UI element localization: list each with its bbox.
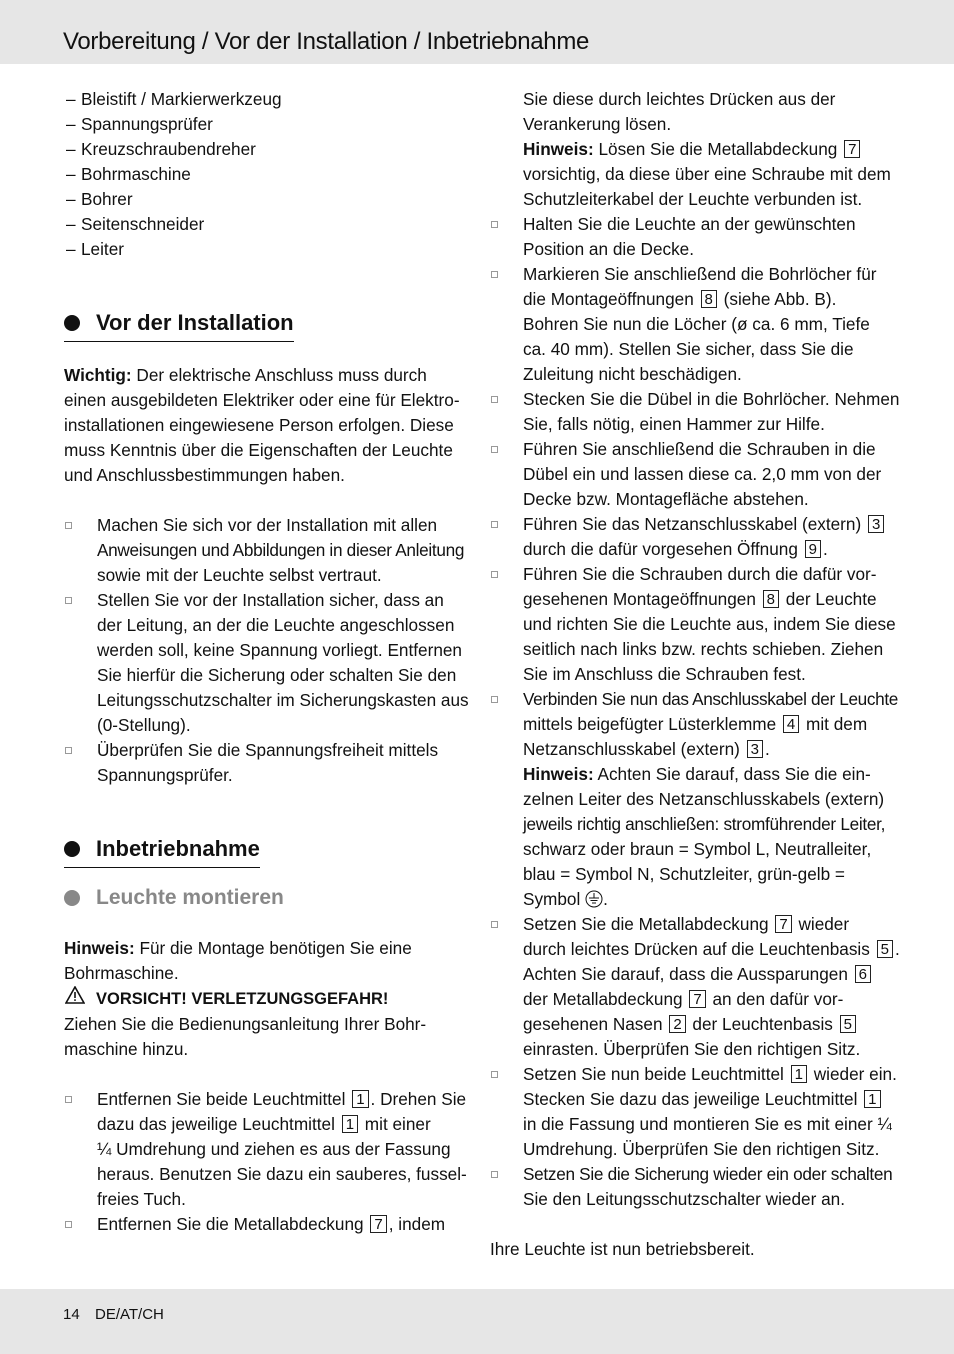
text-line: Stecken Sie die Dübel in die Bohrlöcher. Nehmen: [523, 389, 900, 409]
bullet-dot-icon: [64, 841, 80, 857]
step-continuation: [490, 87, 890, 212]
figure-ref-box: 2: [669, 1015, 685, 1033]
checkbox-square-icon: [491, 221, 498, 228]
text-span: wieder ein.: [808, 1064, 897, 1084]
step-item: [490, 262, 890, 387]
text-line: ca. 40 mm). Stellen Sie sicher, dass Sie die: [523, 339, 854, 359]
text-span: Achten Sie darauf, dass die Aussparungen: [523, 964, 853, 984]
text-line: blau = Symbol N, Schutzleiter, grün-gelb =: [523, 864, 845, 884]
step-item: [64, 588, 469, 738]
sub-heading-leuchte-montieren: [64, 883, 464, 913]
text-span: (siehe Abb. B).: [718, 289, 837, 309]
tools-list: [64, 87, 464, 262]
text-line: Markieren Sie anschließend die Bohrlöcher für: [523, 264, 877, 284]
text-span: mit einer: [360, 1114, 431, 1134]
text-line: werden soll, keine Spannung vorliegt. Entfernen: [97, 640, 462, 660]
text-line: in die Fassung und montieren Sie es mit einer ¼: [523, 1114, 892, 1134]
text-span: der Leuchtenbasis: [687, 1014, 838, 1034]
list-item: – Spannungsprüfer: [64, 112, 464, 137]
section-heading-vor-der-installation: [64, 308, 294, 340]
list-item: – Bleistift / Markierwerkzeug: [64, 87, 464, 112]
text-span: Symbol: [523, 889, 586, 909]
figure-ref-box: 7: [775, 915, 791, 933]
text-span: durch leichtes Drücken auf die Leuchtenbasis: [523, 939, 875, 959]
text-line: der Leitung, an der die Leuchte angeschlossen: [97, 615, 455, 635]
section-heading-text: Vor der Installation: [96, 310, 294, 335]
text-line: schwarz oder braun = Symbol L, Neutralleiter,: [523, 839, 872, 859]
figure-ref-box: 9: [805, 540, 821, 558]
right-column: [490, 87, 900, 1262]
checkbox-square-icon: [491, 1171, 498, 1178]
figure-ref-box: 3: [747, 740, 763, 758]
text-span: an den dafür vor-: [707, 989, 844, 1009]
list-item: – Leiter: [64, 237, 464, 262]
step-item: [490, 512, 890, 562]
text-span: die Montageöffnungen: [523, 289, 699, 309]
step-item: [64, 738, 464, 788]
text-line: und richten Sie die Leuchte aus, indem Sie diese: [523, 614, 896, 634]
text-line: Bohrmaschine.: [64, 963, 179, 983]
text-line: zelnen Leiter des Netzanschlusskabels (extern): [523, 789, 885, 809]
text-line: Dübel ein und lassen diese ca. 2,0 mm von der: [523, 464, 882, 484]
step-item: [64, 1212, 464, 1237]
text-span: Führen Sie das Netzanschlusskabel (extern): [523, 514, 866, 534]
checkbox-square-icon: [491, 521, 498, 528]
text-line: sowie mit der Leuchte selbst vertraut.: [97, 565, 382, 585]
page-number: 14: [63, 1306, 80, 1323]
text-span: Achten Sie darauf, dass Sie die ein-: [593, 764, 871, 784]
text-line: Führen Sie anschließend die Schrauben in die: [523, 439, 876, 459]
warning-text: VORSICHT! VERLETZUNGSGEFAHR!: [96, 990, 389, 1008]
figure-ref-box: 7: [370, 1215, 386, 1233]
checkbox-square-icon: [65, 597, 72, 604]
text-span: mit dem: [801, 714, 868, 734]
text-span: , indem: [388, 1214, 446, 1234]
text-span: Stecken Sie dazu das jeweilige Leuchtmittel: [523, 1089, 863, 1109]
list-item: – Seitenschneider: [64, 212, 464, 237]
page-title: Vorbereitung / Vor der Installation / Inbetriebnahme: [63, 28, 590, 55]
text-line: Sie, falls nötig, einen Hammer zur Hilfe.: [523, 414, 825, 434]
list-item: – Bohrmaschine: [64, 162, 464, 187]
text-line: Der elektrische Anschluss muss durch: [131, 365, 427, 385]
figure-ref-box: 1: [342, 1115, 358, 1133]
hinweis-label: Hinweis:: [523, 764, 594, 784]
checkbox-square-icon: [491, 271, 498, 278]
text-line: Bohren Sie nun die Löcher (ø ca. 6 mm, Tiefe: [523, 314, 870, 334]
text-span: Setzen Sie die Metallabdeckung: [523, 914, 774, 934]
checkbox-square-icon: [491, 396, 498, 403]
checkbox-square-icon: [491, 921, 498, 928]
text-span: Lösen Sie die Metallabdeckung: [593, 139, 843, 159]
text-line: Schutzleiterkabel der Leuchte verbunden ist.: [523, 189, 863, 209]
important-note: [64, 363, 464, 488]
text-line: Sie im Anschluss die Schrauben fest.: [523, 664, 806, 684]
text-line: Stellen Sie vor der Installation sicher, dass an: [97, 590, 444, 610]
warning-block: [64, 986, 464, 1062]
step-item: [490, 1062, 897, 1162]
step-item: [490, 912, 900, 1062]
step-item: [490, 437, 890, 512]
text-line: Setzen Sie die Sicherung wieder ein oder schalten: [523, 1164, 893, 1184]
hinweis-label: Hinweis:: [523, 139, 594, 159]
text-span: Entfernen Sie beide Leuchtmittel: [97, 1089, 351, 1109]
text-span: .: [603, 889, 608, 909]
figure-ref-box: 1: [791, 1065, 807, 1083]
text-span: Netzanschlusskabel (extern): [523, 739, 745, 759]
text-span: der Metallabdeckung: [523, 989, 688, 1009]
bullet-dot-icon: [64, 890, 80, 906]
step-item: [490, 1162, 893, 1212]
figure-ref-box: 3: [868, 515, 884, 533]
closing-text: Ihre Leuchte ist nun betriebsbereit.: [490, 1239, 755, 1259]
sub-heading-text: Leuchte montieren: [96, 886, 284, 909]
text-span: wieder: [793, 914, 850, 934]
text-line: Führen Sie die Schrauben durch die dafür vor-: [523, 564, 877, 584]
list-item: – Bohrer: [64, 187, 464, 212]
checkbox-square-icon: [65, 1221, 72, 1228]
figure-ref-box: 7: [844, 140, 860, 158]
country-codes: DE/AT/CH: [95, 1306, 164, 1323]
text-line: Verbinden Sie nun das Anschlusskabel der Leuchte: [523, 689, 898, 709]
text-line: Überprüfen Sie die Spannungsfreiheit mittels: [97, 740, 439, 760]
text-line: Position an die Decke.: [523, 239, 695, 259]
step-item: [490, 562, 896, 687]
text-span: . Drehen Sie: [370, 1089, 467, 1109]
list-item: – Kreuzschraubendreher: [64, 137, 464, 162]
important-label: Wichtig:: [64, 365, 132, 385]
checkbox-square-icon: [491, 571, 498, 578]
text-line: Sie hierfür die Sicherung oder schalten Sie den: [97, 665, 457, 685]
figure-ref-box: 1: [864, 1090, 880, 1108]
figure-ref-box: 8: [763, 590, 779, 608]
hinweis-label: Hinweis:: [64, 938, 135, 958]
text-span: dazu das jeweilige Leuchtmittel: [97, 1114, 340, 1134]
checkbox-square-icon: [491, 696, 498, 703]
figure-ref-box: 7: [689, 990, 705, 1008]
text-line: Halten Sie die Leuchte an der gewünschten: [523, 214, 856, 234]
figure-ref-box: 5: [840, 1015, 856, 1033]
text-line: freies Tuch.: [97, 1189, 186, 1209]
text-span: mittels beigefügter Lüsterklemme: [523, 714, 781, 734]
text-span: .: [764, 739, 770, 759]
checkbox-square-icon: [65, 1096, 72, 1103]
text-line: maschine hinzu.: [64, 1039, 189, 1059]
step-item: [64, 513, 464, 588]
hinweis-note: [64, 936, 464, 986]
text-line: und Anschlussbestimmungen haben.: [64, 465, 345, 485]
text-line: Zuleitung nicht beschädigen.: [523, 364, 742, 384]
text-line: installationen eingewiesene Person erfolgen. Diese: [64, 415, 454, 435]
section-heading-inbetriebnahme: [64, 834, 260, 866]
earth-ground-icon: [585, 887, 603, 912]
warning-triangle-icon: [64, 986, 86, 1012]
text-line: vorsichtig, da diese über eine Schraube mit dem: [523, 164, 891, 184]
figure-ref-box: 1: [352, 1090, 368, 1108]
text-span: Entfernen Sie die Metallabdeckung: [97, 1214, 369, 1234]
step-item: [64, 1087, 467, 1212]
text-span: Setzen Sie nun beide Leuchtmittel: [523, 1064, 789, 1084]
page-footer: [0, 1289, 954, 1354]
text-line: Ziehen Sie die Bedienungsanleitung Ihrer Bohr-: [64, 1014, 427, 1034]
figure-ref-box: 4: [783, 715, 799, 733]
checkbox-square-icon: [65, 522, 72, 529]
figure-ref-box: 6: [855, 965, 871, 983]
checkbox-square-icon: [65, 747, 72, 754]
text-line: Decke bzw. Montagefläche abstehen.: [523, 489, 809, 509]
text-line: Sie diese durch leichtes Drücken aus der: [523, 89, 836, 109]
text-line: jeweils richtig anschließen: stromführender Leiter,: [523, 814, 886, 834]
bullet-dot-icon: [64, 315, 80, 331]
text-line: einen ausgebildeten Elektriker oder eine für Elektro-: [64, 390, 460, 410]
checkbox-square-icon: [491, 1071, 498, 1078]
step-item: [490, 387, 900, 437]
left-column: [64, 87, 469, 1237]
text-line: Machen Sie sich vor der Installation mit allen: [97, 515, 438, 535]
text-span: der Leuchte: [781, 589, 877, 609]
figure-ref-box: 8: [701, 290, 717, 308]
text-line: muss Kenntnis über die Eigenschaften der Leuchte: [64, 440, 453, 460]
text-line: Leitungsschutzschalter im Sicherungskasten aus: [97, 690, 469, 710]
text-span: durch die dafür vorgesehen Öffnung: [523, 539, 803, 559]
figure-ref-box: 5: [877, 940, 893, 958]
text-span: .: [823, 539, 828, 559]
text-line: (0-Stellung).: [97, 715, 191, 735]
section-heading-text: Inbetriebnahme: [96, 836, 260, 861]
text-span: gesehenen Nasen: [523, 1014, 668, 1034]
page-header: [0, 0, 954, 64]
text-line: Spannungsprüfer.: [97, 765, 233, 785]
text-span: gesehenen Montageöffnungen: [523, 589, 761, 609]
text-line: Sie den Leitungsschutzschalter wieder an.: [523, 1189, 845, 1209]
step-item: [490, 212, 890, 262]
text-line: Verankerung lösen.: [523, 114, 672, 134]
text-line: seitlich nach links bzw. rechts schieben. Ziehen: [523, 639, 884, 659]
checkbox-square-icon: [491, 446, 498, 453]
text-line: Anweisungen und Abbildungen in dieser Anleitung: [97, 540, 465, 560]
text-line: heraus. Benutzen Sie dazu ein sauberes, fussel-: [97, 1164, 467, 1184]
step-item: [490, 687, 898, 912]
text-line: Für die Montage benötigen Sie eine: [134, 938, 412, 958]
text-line: einrasten. Überprüfen Sie den richtigen Sitz.: [523, 1039, 861, 1059]
text-span: .: [894, 939, 900, 959]
text-line: Umdrehung. Überprüfen Sie den richtigen Sitz.: [523, 1139, 880, 1159]
text-line: ¼ Umdrehung und ziehen es aus der Fassung: [97, 1139, 451, 1159]
